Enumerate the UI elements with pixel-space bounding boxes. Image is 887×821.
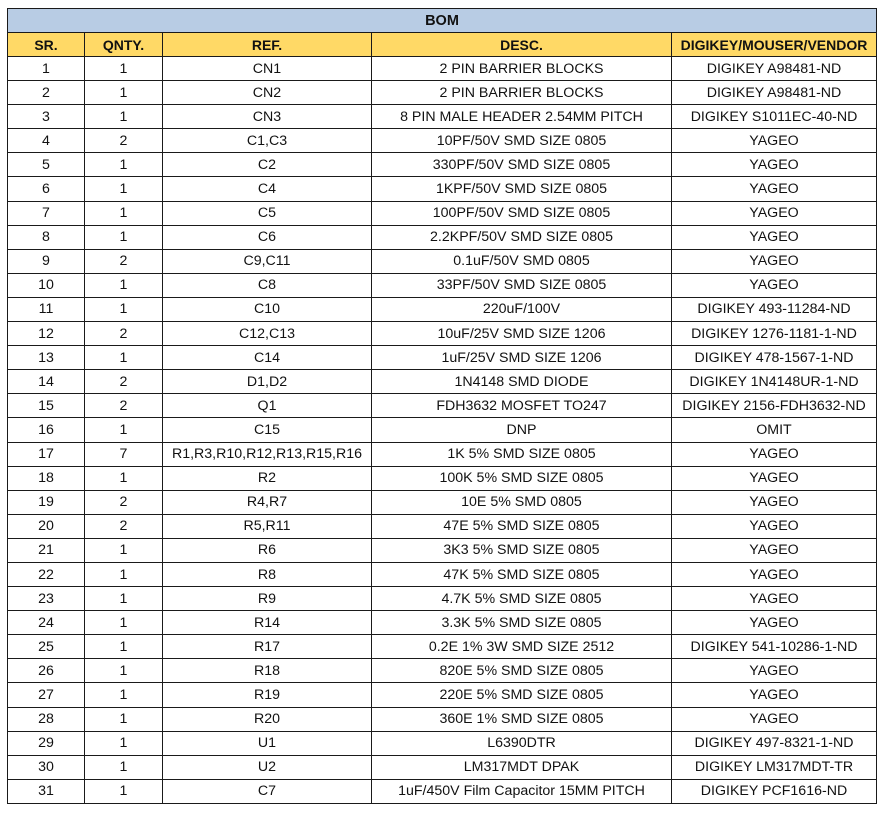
cell-ref: R4,R7	[163, 490, 372, 514]
cell-desc: 100K 5% SMD SIZE 0805	[372, 466, 672, 490]
cell-desc: 0.2E 1% 3W SMD SIZE 2512	[372, 635, 672, 659]
cell-ref: C5	[163, 201, 372, 225]
cell-desc: 2 PIN BARRIER BLOCKS	[372, 57, 672, 81]
cell-vendor: YAGEO	[672, 129, 877, 153]
cell-sr: 7	[8, 201, 85, 225]
cell-ref: U1	[163, 731, 372, 755]
cell-vendor: DIGIKEY 478-1567-1-ND	[672, 346, 877, 370]
header-row	[8, 33, 877, 57]
cell-vendor: YAGEO	[672, 587, 877, 611]
table-row	[8, 418, 877, 442]
cell-ref: C10	[163, 297, 372, 321]
cell-vendor: YAGEO	[672, 442, 877, 466]
cell-desc: 820E 5% SMD SIZE 0805	[372, 659, 672, 683]
cell-sr: 24	[8, 611, 85, 635]
cell-ref: C4	[163, 177, 372, 201]
cell-qty: 1	[85, 538, 163, 562]
header-qty: QNTY.	[85, 33, 163, 57]
cell-vendor: YAGEO	[672, 177, 877, 201]
cell-sr: 22	[8, 562, 85, 586]
header-vendor: DIGIKEY/MOUSER/VENDOR	[672, 33, 877, 57]
cell-qty: 1	[85, 105, 163, 129]
cell-qty: 1	[85, 635, 163, 659]
cell-vendor: YAGEO	[672, 659, 877, 683]
cell-qty: 1	[85, 273, 163, 297]
cell-sr: 12	[8, 322, 85, 346]
cell-vendor: YAGEO	[672, 611, 877, 635]
bom-table	[7, 8, 877, 804]
cell-desc: 1N4148 SMD DIODE	[372, 370, 672, 394]
table-row	[8, 562, 877, 586]
cell-desc: 8 PIN MALE HEADER 2.54MM PITCH	[372, 105, 672, 129]
cell-sr: 9	[8, 249, 85, 273]
cell-ref: R2	[163, 466, 372, 490]
cell-ref: CN2	[163, 81, 372, 105]
cell-sr: 26	[8, 659, 85, 683]
cell-qty: 2	[85, 490, 163, 514]
cell-vendor: DIGIKEY 2156-FDH3632-ND	[672, 394, 877, 418]
cell-sr: 10	[8, 273, 85, 297]
cell-sr: 21	[8, 538, 85, 562]
cell-desc: 1KPF/50V SMD SIZE 0805	[372, 177, 672, 201]
table-row	[8, 225, 877, 249]
cell-ref: CN3	[163, 105, 372, 129]
table-row	[8, 346, 877, 370]
cell-vendor: DIGIKEY S1011EC-40-ND	[672, 105, 877, 129]
cell-desc: 2.2KPF/50V SMD SIZE 0805	[372, 225, 672, 249]
cell-ref: R14	[163, 611, 372, 635]
cell-desc: LM317MDT DPAK	[372, 755, 672, 779]
table-row	[8, 57, 877, 81]
cell-qty: 1	[85, 81, 163, 105]
cell-ref: C9,C11	[163, 249, 372, 273]
cell-vendor: DIGIKEY LM317MDT-TR	[672, 755, 877, 779]
table-row	[8, 81, 877, 105]
cell-sr: 30	[8, 755, 85, 779]
cell-qty: 2	[85, 322, 163, 346]
cell-desc: 3.3K 5% SMD SIZE 0805	[372, 611, 672, 635]
table-row	[8, 105, 877, 129]
table-row	[8, 611, 877, 635]
cell-desc: 47K 5% SMD SIZE 0805	[372, 562, 672, 586]
table-row	[8, 659, 877, 683]
cell-ref: R9	[163, 587, 372, 611]
cell-ref: R18	[163, 659, 372, 683]
cell-desc: 360E 1% SMD SIZE 0805	[372, 707, 672, 731]
cell-vendor: DIGIKEY 493-11284-ND	[672, 297, 877, 321]
cell-ref: R17	[163, 635, 372, 659]
cell-desc: DNP	[372, 418, 672, 442]
cell-desc: 1uF/450V Film Capacitor 15MM PITCH	[372, 779, 672, 803]
cell-sr: 1	[8, 57, 85, 81]
cell-vendor: DIGIKEY 1276-1181-1-ND	[672, 322, 877, 346]
cell-desc: 220uF/100V	[372, 297, 672, 321]
cell-desc: 47E 5% SMD SIZE 0805	[372, 514, 672, 538]
cell-desc: 33PF/50V SMD SIZE 0805	[372, 273, 672, 297]
cell-ref: D1,D2	[163, 370, 372, 394]
cell-vendor: YAGEO	[672, 538, 877, 562]
cell-sr: 3	[8, 105, 85, 129]
table-row	[8, 394, 877, 418]
cell-qty: 1	[85, 659, 163, 683]
cell-desc: 10uF/25V SMD SIZE 1206	[372, 322, 672, 346]
cell-vendor: DIGIKEY 541-10286-1-ND	[672, 635, 877, 659]
cell-qty: 1	[85, 611, 163, 635]
cell-desc: 3K3 5% SMD SIZE 0805	[372, 538, 672, 562]
table-row	[8, 514, 877, 538]
cell-vendor: YAGEO	[672, 225, 877, 249]
cell-vendor: YAGEO	[672, 153, 877, 177]
cell-qty: 1	[85, 562, 163, 586]
cell-vendor: OMIT	[672, 418, 877, 442]
title-row	[8, 9, 877, 33]
cell-sr: 29	[8, 731, 85, 755]
cell-ref: C15	[163, 418, 372, 442]
table-row	[8, 635, 877, 659]
cell-ref: C14	[163, 346, 372, 370]
cell-sr: 13	[8, 346, 85, 370]
cell-ref: CN1	[163, 57, 372, 81]
table-row	[8, 322, 877, 346]
cell-ref: R20	[163, 707, 372, 731]
cell-qty: 1	[85, 201, 163, 225]
cell-vendor: DIGIKEY A98481-ND	[672, 57, 877, 81]
cell-ref: R8	[163, 562, 372, 586]
cell-sr: 5	[8, 153, 85, 177]
cell-ref: R5,R11	[163, 514, 372, 538]
table-row	[8, 755, 877, 779]
cell-sr: 2	[8, 81, 85, 105]
cell-vendor: YAGEO	[672, 683, 877, 707]
cell-qty: 1	[85, 297, 163, 321]
cell-qty: 1	[85, 466, 163, 490]
table-row	[8, 707, 877, 731]
table-row	[8, 442, 877, 466]
cell-qty: 1	[85, 707, 163, 731]
table-row	[8, 201, 877, 225]
table-row	[8, 297, 877, 321]
table-row	[8, 779, 877, 803]
cell-sr: 8	[8, 225, 85, 249]
table-row	[8, 490, 877, 514]
cell-desc: L6390DTR	[372, 731, 672, 755]
cell-vendor: DIGIKEY 497-8321-1-ND	[672, 731, 877, 755]
cell-vendor: YAGEO	[672, 249, 877, 273]
table-row	[8, 538, 877, 562]
cell-ref: C7	[163, 779, 372, 803]
cell-sr: 28	[8, 707, 85, 731]
cell-qty: 1	[85, 153, 163, 177]
header-ref: REF.	[163, 33, 372, 57]
cell-qty: 1	[85, 587, 163, 611]
cell-ref: C6	[163, 225, 372, 249]
table-row	[8, 587, 877, 611]
table-row	[8, 273, 877, 297]
cell-desc: 10PF/50V SMD SIZE 0805	[372, 129, 672, 153]
cell-qty: 2	[85, 394, 163, 418]
table-title: BOM	[8, 9, 877, 33]
cell-sr: 6	[8, 177, 85, 201]
table-row	[8, 370, 877, 394]
cell-vendor: YAGEO	[672, 514, 877, 538]
cell-sr: 31	[8, 779, 85, 803]
cell-ref: U2	[163, 755, 372, 779]
cell-qty: 2	[85, 249, 163, 273]
cell-vendor: YAGEO	[672, 707, 877, 731]
table-row	[8, 177, 877, 201]
cell-desc: 100PF/50V SMD SIZE 0805	[372, 201, 672, 225]
cell-qty: 7	[85, 442, 163, 466]
cell-ref: C2	[163, 153, 372, 177]
cell-desc: 330PF/50V SMD SIZE 0805	[372, 153, 672, 177]
cell-qty: 1	[85, 683, 163, 707]
cell-ref: C1,C3	[163, 129, 372, 153]
table-row	[8, 731, 877, 755]
cell-sr: 4	[8, 129, 85, 153]
cell-ref: Q1	[163, 394, 372, 418]
cell-desc: 10E 5% SMD 0805	[372, 490, 672, 514]
cell-sr: 11	[8, 297, 85, 321]
cell-sr: 18	[8, 466, 85, 490]
cell-vendor: YAGEO	[672, 466, 877, 490]
cell-qty: 1	[85, 177, 163, 201]
cell-sr: 27	[8, 683, 85, 707]
cell-desc: 4.7K 5% SMD SIZE 0805	[372, 587, 672, 611]
cell-vendor: DIGIKEY PCF1616-ND	[672, 779, 877, 803]
cell-vendor: YAGEO	[672, 562, 877, 586]
cell-ref: R19	[163, 683, 372, 707]
table-row	[8, 129, 877, 153]
cell-sr: 17	[8, 442, 85, 466]
cell-vendor: DIGIKEY A98481-ND	[672, 81, 877, 105]
cell-ref: C8	[163, 273, 372, 297]
cell-qty: 2	[85, 514, 163, 538]
header-sr: SR.	[8, 33, 85, 57]
cell-qty: 1	[85, 731, 163, 755]
header-desc: DESC.	[372, 33, 672, 57]
cell-qty: 2	[85, 370, 163, 394]
cell-vendor: YAGEO	[672, 490, 877, 514]
cell-qty: 1	[85, 418, 163, 442]
cell-vendor: DIGIKEY 1N4148UR-1-ND	[672, 370, 877, 394]
cell-desc: 2 PIN BARRIER BLOCKS	[372, 81, 672, 105]
cell-qty: 1	[85, 779, 163, 803]
table-row	[8, 153, 877, 177]
cell-sr: 14	[8, 370, 85, 394]
table-row	[8, 249, 877, 273]
bom-sheet	[7, 8, 876, 804]
cell-qty: 1	[85, 346, 163, 370]
cell-ref: C12,C13	[163, 322, 372, 346]
table-row	[8, 466, 877, 490]
cell-desc: 1K 5% SMD SIZE 0805	[372, 442, 672, 466]
cell-desc: 1uF/25V SMD SIZE 1206	[372, 346, 672, 370]
cell-qty: 1	[85, 755, 163, 779]
cell-vendor: YAGEO	[672, 273, 877, 297]
cell-sr: 23	[8, 587, 85, 611]
cell-ref: R6	[163, 538, 372, 562]
table-row	[8, 683, 877, 707]
cell-qty: 1	[85, 57, 163, 81]
cell-desc: 0.1uF/50V SMD 0805	[372, 249, 672, 273]
cell-sr: 25	[8, 635, 85, 659]
cell-desc: FDH3632 MOSFET TO247	[372, 394, 672, 418]
cell-sr: 19	[8, 490, 85, 514]
table-body	[8, 57, 877, 804]
cell-desc: 220E 5% SMD SIZE 0805	[372, 683, 672, 707]
cell-sr: 16	[8, 418, 85, 442]
cell-vendor: YAGEO	[672, 201, 877, 225]
cell-sr: 20	[8, 514, 85, 538]
cell-qty: 1	[85, 225, 163, 249]
cell-ref: R1,R3,R10,R12,R13,R15,R16	[163, 442, 372, 466]
cell-qty: 2	[85, 129, 163, 153]
cell-sr: 15	[8, 394, 85, 418]
